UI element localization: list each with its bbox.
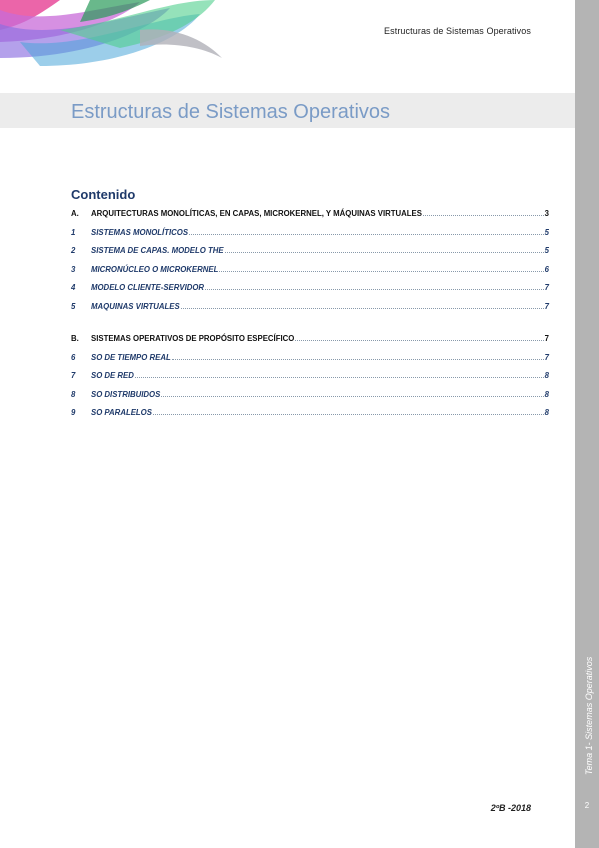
toc-entry[interactable] bbox=[71, 265, 549, 284]
toc-entry-number: 9 bbox=[71, 408, 76, 417]
toc-entry[interactable] bbox=[71, 283, 549, 302]
toc-entry-number: 2 bbox=[71, 246, 76, 255]
toc-entry-label: SISTEMA DE CAPAS. MODELO THE bbox=[91, 246, 224, 255]
toc-entry-label: SO PARALELOS bbox=[91, 408, 152, 417]
toc-entry[interactable] bbox=[71, 408, 549, 427]
toc-entry[interactable] bbox=[71, 209, 549, 228]
toc-entry-page: 8 bbox=[544, 371, 549, 380]
toc-entry-number: 5 bbox=[71, 301, 76, 311]
toc-entry-label: SISTEMAS MONOLÍTICOS bbox=[91, 227, 189, 237]
toc-entry-page: 7 bbox=[544, 301, 549, 311]
toc-entry-number: 4 bbox=[71, 283, 76, 292]
toc-entry-page: 5 bbox=[544, 227, 549, 237]
toc-entry[interactable] bbox=[71, 390, 549, 409]
toc-dot-leader bbox=[181, 308, 544, 309]
toc-entry-label: ARQUITECTURAS MONOLÍTICAS, EN CAPAS, MICROKERNEL, Y MÁQUINAS VIRTUALES bbox=[91, 209, 422, 218]
toc-entry[interactable] bbox=[71, 334, 549, 353]
toc-entry-number: 8 bbox=[71, 389, 76, 399]
table-of-contents bbox=[71, 209, 549, 427]
toc-entry-page: 3 bbox=[544, 209, 549, 218]
toc-entry-number: 1 bbox=[71, 227, 76, 237]
toc-entry-number: 3 bbox=[71, 264, 76, 274]
toc-entry-label: SO DISTRIBUIDOS bbox=[91, 389, 161, 399]
toc-entry-page: 8 bbox=[544, 408, 549, 417]
toc-section-gap bbox=[71, 320, 549, 334]
toc-entry-label: MODELO CLIENTE-SERVIDOR bbox=[91, 283, 205, 292]
toc-dot-leader bbox=[135, 377, 544, 378]
decorative-wave-banner bbox=[0, 0, 230, 70]
toc-entry[interactable] bbox=[71, 246, 549, 265]
running-header-title: Estructuras de Sistemas Operativos bbox=[384, 26, 531, 36]
toc-entry-number: 7 bbox=[71, 371, 76, 380]
toc-entry-page: 6 bbox=[544, 264, 549, 274]
toc-dot-leader bbox=[225, 252, 544, 253]
toc-entry-page: 7 bbox=[544, 283, 549, 292]
toc-dot-leader bbox=[189, 234, 544, 235]
toc-entry-label: SISTEMAS OPERATIVOS DE PROPÓSITO ESPECÍFICO bbox=[91, 334, 295, 343]
toc-dot-leader bbox=[153, 414, 544, 415]
toc-entry-label: SO DE TIEMPO REAL bbox=[91, 352, 171, 362]
toc-dot-leader bbox=[423, 215, 544, 216]
toc-entry-page: 7 bbox=[544, 352, 549, 362]
toc-entry-label: MICRONÚCLEO O MICROKERNEL bbox=[91, 264, 219, 274]
toc-entry-page: 7 bbox=[544, 334, 549, 343]
sidebar-topic-label: Tema 1- Sistemas Operativos bbox=[584, 656, 594, 775]
toc-entry-number: 6 bbox=[71, 352, 76, 362]
toc-entry[interactable] bbox=[71, 353, 549, 372]
toc-dot-leader bbox=[161, 396, 543, 397]
toc-entry-number: B. bbox=[71, 334, 79, 343]
toc-entry-label: SO DE RED bbox=[91, 371, 134, 380]
toc-entry[interactable] bbox=[71, 228, 549, 247]
page-number: 2 bbox=[584, 801, 590, 810]
contents-heading: Contenido bbox=[71, 187, 136, 202]
toc-entry-page: 8 bbox=[544, 389, 549, 399]
toc-entry-label: MAQUINAS VIRTUALES bbox=[91, 301, 180, 311]
document-title: Estructuras de Sistemas Operativos bbox=[71, 101, 391, 123]
toc-dot-leader bbox=[219, 271, 543, 272]
toc-entry-number: A. bbox=[71, 209, 79, 218]
toc-dot-leader bbox=[205, 289, 544, 290]
footer-course: 2ºB -2018 bbox=[490, 803, 531, 813]
toc-dot-leader bbox=[172, 359, 544, 360]
toc-entry[interactable] bbox=[71, 371, 549, 390]
toc-dot-leader bbox=[295, 340, 543, 341]
toc-entry-page: 5 bbox=[544, 246, 549, 255]
toc-entry[interactable] bbox=[71, 302, 549, 321]
